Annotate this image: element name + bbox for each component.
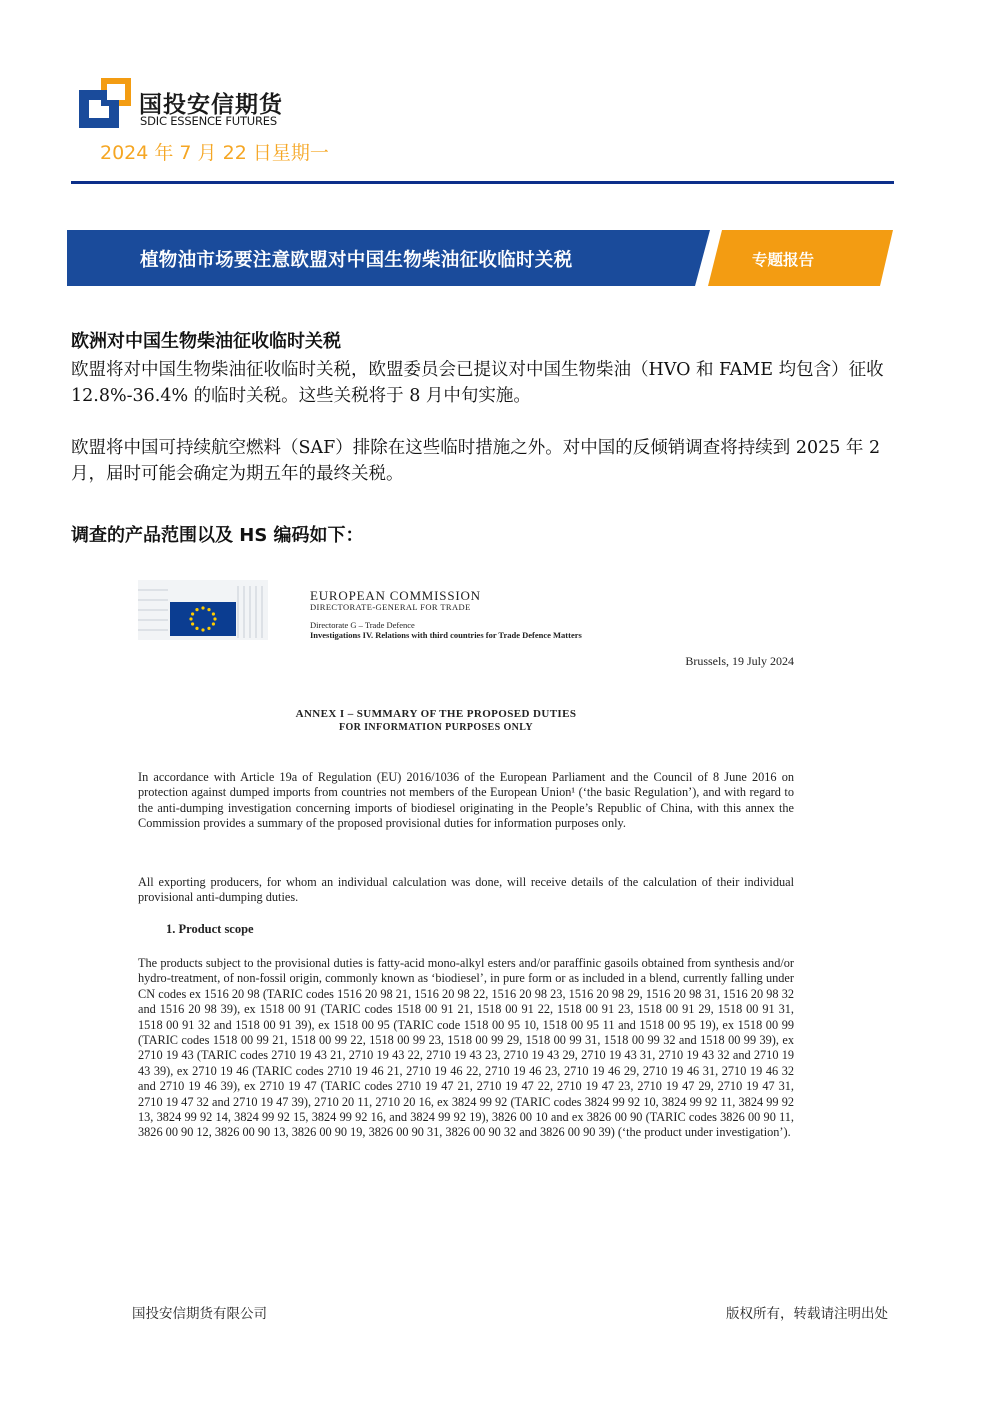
eu-investigations-unit: Investigations IV. Relations with third countries for Trade Defence Matters <box>310 630 582 640</box>
eu-annex-subtitle: FOR INFORMATION PURPOSES ONLY <box>338 722 534 733</box>
european-commission-logo-icon <box>138 580 268 640</box>
header-divider <box>71 181 894 184</box>
eu-paragraph-product-scope: The products subject to the provisional duties is fatty-acid mono-alkyl esters and/or paraffinic gasoils obtained from synthesis and/or hydro-treatment, of non-fossil origin, commonly known as ‘biodiesel’, in pure form or as included in a blend, currently falling under CN codes ex 1516 20 98 (TARIC codes 1516 20 98 21, 1516 20 98 22, 1516 20 98 23, 1516 20 98 29, 1516 20 98 31, 1516 20 98 32 and 1516 20 98 39), ex 1518 00 91 (TARIC codes 1518 00 91 21, 1518 00 91 22, 1518 00 91 23, 1518 00 91 29, 1518 00 91 31, 1518 00 91 32 and 1518 00 91 39), ex 1518 00 95 (TARIC code 1518 00 95 10, 1518 00 95 11 and 1518 00 95 19), ex 1518 00 99 (TARIC codes 1518 00 99 21, 1518 00 99 22, 1518 00 99 23, 1518 00 99 29, 1518 00 99 31, 1518 00 99 32 and 1518 00 99 39), ex 2710 19 43 (TARIC codes 2710 19 43 21, 2710 19 43 22, 2710 19 43 23, 2710 19 43 29, 2710 19 43 31, 2710 19 43 32 and 2710 19 43 39), ex 2710 19 46 (TARIC codes 2710 19 46 21, 2710 19 46 22, 2710 19 46 23, 2710 19 46 29, 2710 19 46 31, 2710 19 46 32 and 2710 19 46 39), ex 2710 19 47 (TARIC codes 2710 19 47 21, 2710 19 47 22, 2710 19 47 23, 2710 19 47 29, 2710 19 47 31, 2710 19 47 32 and 2710 19 47 39), 2710 20 11, 2710 20 16, ex 3824 99 92 (TARIC codes 3824 99 92 10, 3824 99 92 11, 3824 99 92 13, 3824 99 92 14, 3824 99 92 15, 3824 99 92 16, and 3824 99 92 19), 3826 00 10 and ex 3826 00 90 (TARIC codes 3826 00 90 11, 3826 00 90 12, 3826 00 90 13, 3826 00 90 19, 3826 00 90 31, 3826 00 90 32 and 3826 00 90 39) (‘the product under investigation’). <box>138 956 794 1140</box>
section-heading: 欧洲对中国生物柴油征收临时关税 <box>71 331 341 352</box>
report-title: 植物油市场要注意欧盟对中国生物柴油征收临时关税 <box>140 250 573 271</box>
product-scope-heading: 调查的产品范围以及 HS 编码如下： <box>71 525 364 546</box>
company-logo-icon <box>79 78 131 128</box>
eu-paragraph-intro: In accordance with Article 19a of Regulation (EU) 2016/1036 of the European Parliament and the Council of 8 June 2016 on protection against dumped imports from countries not members of the European Union¹ (‘the basic Regulation’), and with regard to the anti-dumping investigation concerning imports of biodiesel originating in the People’s Republic of China, with this annex the Commission provides a summary of the proposed provisional duties for information purposes only. <box>138 770 794 831</box>
report-type-tag: 专题报告 <box>752 251 815 269</box>
eu-directorate: Directorate G – Trade Defence <box>310 620 415 630</box>
eu-place-date: Brussels, 19 July 2024 <box>685 654 794 668</box>
paragraph-tariff: 欧盟将对中国生物柴油征收临时关税，欧盟委员会已提议对中国生物柴油（HVO 和 FAME 均包含）征收 12.8%-36.4% 的临时关税。这些关税将于 8 月中旬实施。 <box>71 360 884 406</box>
footer-copyright: 版权所有，转载请注明出处 <box>726 1306 888 1322</box>
eu-org-name: EUROPEAN COMMISSION <box>310 588 481 603</box>
eu-annex-title: ANNEX I – SUMMARY OF THE PROPOSED DUTIES <box>295 708 577 720</box>
report-date: 2024 年 7 月 22 日星期一 <box>100 142 329 164</box>
paragraph-saf: 欧盟将中国可持续航空燃料（SAF）排除在这些临时措施之外。对中国的反倾销调查将持续到 2025 年 2 月，届时可能会确定为期五年的最终关税。 <box>71 438 881 484</box>
eu-section-heading: 1. Product scope <box>166 922 254 936</box>
company-name-en: SDIC ESSENCE FUTURES <box>140 114 277 128</box>
company-name-cn: 国投安信期货 <box>139 92 283 118</box>
footer-company: 国投安信期货有限公司 <box>132 1306 267 1322</box>
eu-paragraph-producers: All exporting producers, for whom an individual calculation was done, will receive details of the calculation of their individual provisional anti-dumping duties. <box>138 875 794 905</box>
eu-document-excerpt <box>138 580 794 1220</box>
eu-dg-name: DIRECTORATE-GENERAL FOR TRADE <box>310 602 471 612</box>
